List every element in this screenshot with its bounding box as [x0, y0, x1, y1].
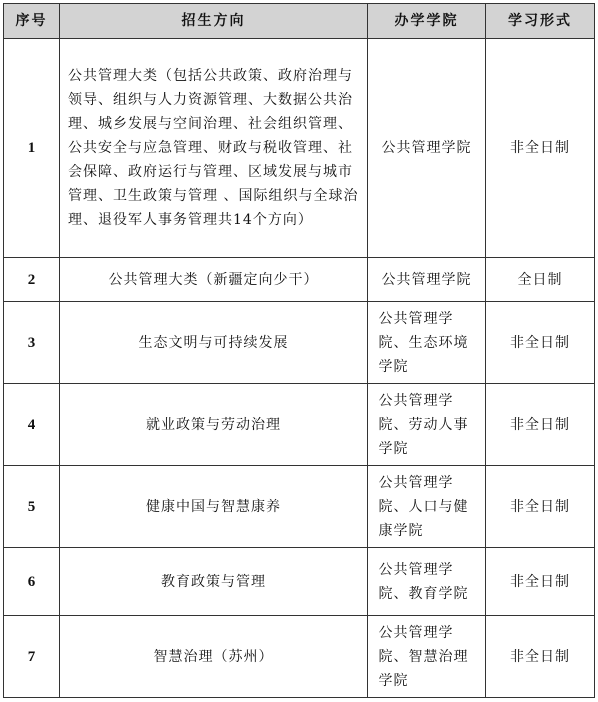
row-mode: 非全日制 [486, 466, 595, 548]
table-row [4, 258, 595, 302]
row-school [368, 466, 486, 548]
table-row [4, 548, 595, 616]
row-mode: 非全日制 [486, 548, 595, 616]
row-mode: 全日制 [486, 258, 595, 302]
row-mode: 非全日制 [486, 302, 595, 384]
row-direction: 就业政策与劳动治理 [60, 384, 368, 466]
row-index: 5 [4, 466, 60, 548]
row-mode: 非全日制 [486, 39, 595, 258]
row-direction: 健康中国与智慧康养 [60, 466, 368, 548]
row-school [368, 302, 486, 384]
row-direction: 公共管理大类（新疆定向少干） [60, 258, 368, 302]
row-school-text: 公共管理学院、教育学院 [378, 561, 469, 602]
table-header-row [4, 4, 595, 39]
header-mode: 学习形式 [486, 4, 595, 39]
row-school-text: 公共管理学院、智慧治理学院 [378, 624, 469, 689]
row-direction: 教育政策与管理 [60, 548, 368, 616]
table-row [4, 384, 595, 466]
table-row [4, 466, 595, 548]
row-index: 4 [4, 384, 60, 466]
row-school-text: 公共管理学院、人口与健康学院 [378, 474, 469, 539]
programs-table [3, 3, 595, 698]
row-school-text: 公共管理学院 [381, 271, 472, 288]
row-index: 2 [4, 258, 60, 302]
row-school [368, 258, 486, 302]
row-school [368, 616, 486, 698]
row-school-text: 公共管理学院、劳动人事学院 [378, 392, 469, 457]
header-direction: 招生方向 [60, 4, 368, 39]
header-index: 序号 [4, 4, 60, 39]
table-row [4, 39, 595, 258]
table-row [4, 302, 595, 384]
row-index: 1 [4, 39, 60, 258]
row-direction: 智慧治理（苏州） [60, 616, 368, 698]
row-direction: 生态文明与可持续发展 [60, 302, 368, 384]
row-index: 3 [4, 302, 60, 384]
row-school [368, 39, 486, 258]
row-index: 7 [4, 616, 60, 698]
row-mode: 非全日制 [486, 384, 595, 466]
row-school-text: 公共管理学院 [381, 140, 472, 156]
row-school [368, 384, 486, 466]
row-direction: 公共管理大类（包括公共政策、政府治理与领导、组织与人力资源管理、大数据公共治理、城乡发展与空间治理、社会组织管理、公共安全与应急管理、财政与税收管理、社会保障、政府运行与管理、区域发展与城市管理、卫生政策与管理 、国际组织与全球治理、退役军人事务管理共14个方向） [60, 39, 368, 258]
row-index: 6 [4, 548, 60, 616]
row-school-text: 公共管理学院、生态环境学院 [378, 310, 469, 375]
table-row [4, 616, 595, 698]
row-school [368, 548, 486, 616]
header-school: 办学学院 [368, 4, 486, 39]
row-mode: 非全日制 [486, 616, 595, 698]
